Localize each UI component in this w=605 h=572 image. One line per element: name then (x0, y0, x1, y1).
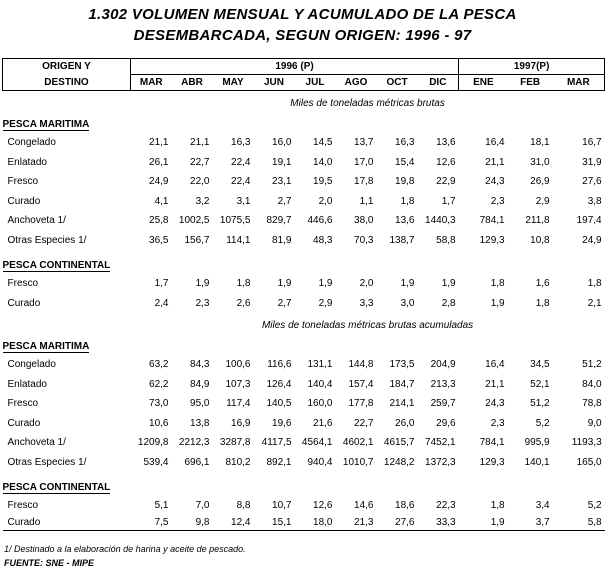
value-cell: 204,9 (430, 359, 456, 371)
value-cell: 129,3 (479, 456, 505, 468)
unit-note: Miles de toneladas métricas brutas acumuladas (261, 319, 474, 331)
value-cell: 197,4 (576, 215, 602, 227)
month-header: MAY (213, 75, 254, 91)
value-cell: 1,7 (441, 195, 456, 207)
value-cell: 51,2 (530, 398, 550, 410)
value-cell: 15,1 (254, 516, 295, 531)
value-cell: 52,1 (530, 378, 550, 390)
value-cell: 1,9 (195, 278, 210, 290)
row-label: Curado (7, 417, 41, 429)
value-cell: 214,1 (389, 398, 415, 410)
value-cell: 177,8 (348, 398, 374, 410)
value-cell: 784,1 (479, 437, 505, 449)
value-cell: 19,6 (272, 417, 292, 429)
value-cell: 18,0 (295, 516, 336, 531)
value-cell: 84,9 (190, 378, 210, 390)
table-row (3, 453, 605, 473)
value-cell: 84,3 (190, 359, 210, 371)
value-cell: 9,8 (172, 516, 213, 531)
table-row (3, 414, 605, 434)
table-row (3, 172, 605, 192)
row-label: Curado (7, 195, 41, 207)
table-row (3, 394, 605, 414)
row-label: Enlatado (7, 156, 47, 168)
value-cell: 25,8 (149, 215, 169, 227)
value-cell: 31,0 (530, 156, 550, 168)
value-cell: 16,0 (272, 137, 292, 149)
value-cell: 70,3 (354, 234, 374, 246)
value-cell: 4615,7 (383, 437, 415, 449)
value-cell: 21,1 (149, 137, 169, 149)
value-cell: 3,4 (535, 500, 550, 512)
value-cell: 211,8 (525, 215, 550, 227)
value-cell: 2,6 (236, 297, 251, 309)
value-cell: 36,5 (149, 234, 169, 246)
value-cell: 1,8 (400, 195, 415, 207)
value-cell: 116,6 (267, 359, 292, 371)
value-cell: 696,1 (184, 456, 210, 468)
month-header: MAR (131, 75, 172, 91)
value-cell: 1,8 (587, 278, 602, 290)
value-cell: 34,5 (530, 359, 550, 371)
value-cell: 22,9 (436, 176, 456, 188)
value-cell: 12,4 (213, 516, 254, 531)
month-header: JUL (295, 75, 336, 91)
value-cell: 173,5 (389, 359, 415, 371)
value-cell: 131,1 (307, 359, 333, 371)
section-title: PESCA MARITIMA (2, 340, 90, 352)
value-cell: 2,1 (587, 297, 602, 309)
value-cell: 1248,2 (383, 456, 415, 468)
value-cell: 51,2 (582, 359, 602, 371)
table-title-line2: DESEMBARCADA, SEGUN ORIGEN: 1996 - 97 (133, 27, 472, 44)
value-cell: 140,4 (307, 378, 333, 390)
value-cell: 12,6 (313, 500, 333, 512)
value-cell: 1,9 (490, 297, 505, 309)
value-cell: 140,1 (524, 456, 550, 468)
value-cell: 14,0 (313, 156, 333, 168)
value-cell: 259,7 (430, 398, 456, 410)
value-cell: 1,8 (490, 500, 505, 512)
value-cell: 19,8 (395, 176, 415, 188)
value-cell: 18,1 (530, 137, 550, 149)
value-cell: 156,7 (184, 234, 210, 246)
value-cell: 2,0 (359, 278, 374, 290)
value-cell: 829,7 (266, 215, 292, 227)
value-cell: 58,8 (436, 234, 456, 246)
value-cell: 31,9 (582, 156, 602, 168)
value-cell: 2,7 (277, 195, 292, 207)
source-note: FUENTE: SNE - MIPE (4, 558, 95, 568)
value-cell: 1,9 (459, 516, 508, 531)
value-cell: 1440,3 (425, 215, 456, 227)
value-cell: 16,3 (395, 137, 415, 149)
month-header: JUN (254, 75, 295, 91)
unit-note: Miles de toneladas métricas brutas (290, 97, 445, 109)
footnote: 1/ Destinado a la elaboración de harina y aceite de pescado. (4, 544, 246, 554)
section-header-row (3, 115, 605, 133)
year-1996-header: 1996 (P) (131, 59, 459, 75)
value-cell: 10,8 (530, 234, 550, 246)
value-cell: 26,1 (149, 156, 169, 168)
section-header-row (3, 256, 605, 274)
value-cell: 13,7 (354, 137, 374, 149)
value-cell: 1,8 (490, 278, 505, 290)
value-cell: 78,8 (582, 398, 602, 410)
value-cell: 1075,5 (219, 215, 251, 227)
value-cell: 1,9 (318, 278, 333, 290)
table-row (3, 133, 605, 153)
value-cell: 16,4 (485, 137, 505, 149)
value-cell: 1,9 (441, 278, 456, 290)
table-row (3, 355, 605, 375)
row-label: Enlatado (7, 378, 47, 390)
table-row (3, 192, 605, 212)
value-cell: 22,7 (354, 417, 374, 429)
value-cell: 24,9 (582, 234, 602, 246)
table-row (3, 433, 605, 453)
value-cell: 2212,3 (178, 437, 210, 449)
value-cell: 27,6 (582, 176, 602, 188)
value-cell: 26,9 (530, 176, 550, 188)
value-cell: 446,6 (307, 215, 333, 227)
value-cell: 3,7 (508, 516, 553, 531)
table-row (3, 231, 605, 251)
fishing-volume-table (2, 58, 605, 531)
value-cell: 21,3 (336, 516, 377, 531)
value-cell: 23,1 (272, 176, 292, 188)
value-cell: 2,3 (490, 195, 505, 207)
month-header: FEB (508, 75, 553, 91)
value-cell: 22,7 (190, 156, 210, 168)
origin-header: ORIGEN Y (3, 59, 131, 75)
row-label: Anchoveta 1/ (7, 437, 66, 449)
value-cell: 73,0 (149, 398, 169, 410)
value-cell: 213,3 (430, 378, 456, 390)
row-label: Curado (7, 297, 41, 309)
value-cell: 1010,7 (342, 456, 374, 468)
value-cell: 9,0 (587, 417, 602, 429)
value-cell: 24,3 (485, 176, 505, 188)
row-label: Fresco (7, 278, 39, 290)
value-cell: 1,6 (535, 278, 550, 290)
value-cell: 3,8 (587, 195, 602, 207)
section-title: PESCA CONTINENTAL (2, 481, 111, 493)
value-cell: 1,8 (236, 278, 251, 290)
value-cell: 63,2 (149, 359, 169, 371)
table-row (3, 516, 605, 531)
row-label: Fresco (7, 176, 39, 188)
value-cell: 19,5 (313, 176, 333, 188)
value-cell: 18,6 (395, 500, 415, 512)
value-cell: 160,0 (307, 398, 333, 410)
value-cell: 3,2 (195, 195, 210, 207)
value-cell: 117,4 (226, 398, 251, 410)
value-cell: 1002,5 (178, 215, 210, 227)
value-cell: 17,0 (354, 156, 374, 168)
value-cell: 13,8 (190, 417, 210, 429)
value-cell: 24,9 (149, 176, 169, 188)
value-cell: 3287,8 (219, 437, 251, 449)
value-cell: 995,9 (524, 437, 550, 449)
value-cell: 84,0 (582, 378, 602, 390)
value-cell: 138,7 (389, 234, 415, 246)
value-cell: 14,6 (354, 500, 374, 512)
value-cell: 7,0 (195, 500, 210, 512)
value-cell: 10,7 (272, 500, 292, 512)
month-header: AGO (336, 75, 377, 91)
value-cell: 114,1 (226, 234, 251, 246)
value-cell: 16,3 (231, 137, 251, 149)
row-label: Curado (3, 516, 131, 531)
section-header-row (3, 478, 605, 496)
value-cell: 21,6 (313, 417, 333, 429)
destination-header: DESTINO (3, 75, 131, 91)
value-cell: 22,4 (231, 156, 251, 168)
value-cell: 7452,1 (425, 437, 456, 449)
value-cell: 1372,3 (425, 456, 456, 468)
value-cell: 144,8 (348, 359, 374, 371)
value-cell: 5,8 (553, 516, 605, 531)
value-cell: 7,5 (131, 516, 172, 531)
value-cell: 3,1 (236, 195, 251, 207)
value-cell: 2,3 (195, 297, 210, 309)
value-cell: 26,0 (395, 417, 415, 429)
value-cell: 2,7 (277, 297, 292, 309)
value-cell: 126,4 (266, 378, 292, 390)
table-row (3, 153, 605, 173)
section-header-row (3, 337, 605, 355)
value-cell: 21,1 (485, 156, 505, 168)
value-cell: 1,9 (277, 278, 292, 290)
row-label: Otras Especies 1/ (7, 456, 87, 468)
value-cell: 95,0 (190, 398, 210, 410)
value-cell: 48,3 (313, 234, 333, 246)
table-row (3, 294, 605, 314)
value-cell: 38,0 (354, 215, 374, 227)
value-cell: 1,8 (535, 297, 550, 309)
value-cell: 17,8 (354, 176, 374, 188)
row-label: Fresco (7, 500, 39, 512)
value-cell: 13,6 (436, 137, 456, 149)
value-cell: 5,2 (587, 500, 602, 512)
value-cell: 539,4 (143, 456, 169, 468)
value-cell: 81,9 (272, 234, 292, 246)
row-label: Congelado (7, 137, 56, 149)
value-cell: 14,5 (313, 137, 333, 149)
row-label: Anchoveta 1/ (7, 215, 66, 227)
value-cell: 2,0 (318, 195, 333, 207)
table-row (3, 375, 605, 395)
value-cell: 21,1 (485, 378, 505, 390)
value-cell: 13,6 (395, 215, 415, 227)
year-1997-header: 1997(P) (459, 59, 605, 75)
value-cell: 157,4 (348, 378, 374, 390)
value-cell: 16,9 (231, 417, 251, 429)
value-cell: 2,3 (490, 417, 505, 429)
value-cell: 15,4 (395, 156, 415, 168)
value-cell: 4564,1 (301, 437, 333, 449)
row-label: Congelado (7, 359, 56, 371)
value-cell: 107,3 (225, 378, 251, 390)
value-cell: 140,5 (266, 398, 292, 410)
month-header: OCT (377, 75, 418, 91)
value-cell: 4117,5 (261, 437, 292, 449)
section-title: PESCA CONTINENTAL (2, 259, 111, 271)
value-cell: 184,7 (389, 378, 415, 390)
value-cell: 22,4 (231, 176, 251, 188)
value-cell: 3,0 (400, 297, 415, 309)
value-cell: 22,3 (436, 500, 456, 512)
value-cell: 27,6 (377, 516, 418, 531)
value-cell: 8,8 (236, 500, 251, 512)
table-row (3, 496, 605, 516)
value-cell: 4,1 (154, 195, 169, 207)
value-cell: 19,1 (272, 156, 292, 168)
table-row (3, 274, 605, 294)
header-row-months (3, 75, 605, 91)
value-cell: 940,4 (307, 456, 333, 468)
value-cell: 62,2 (149, 378, 169, 390)
value-cell: 12,6 (436, 156, 456, 168)
value-cell: 129,3 (479, 234, 505, 246)
value-cell: 892,1 (266, 456, 292, 468)
value-cell: 3,3 (359, 297, 374, 309)
value-cell: 10,6 (149, 417, 169, 429)
month-header: DIC (418, 75, 459, 91)
value-cell: 2,4 (154, 297, 169, 309)
value-cell: 4602,1 (342, 437, 374, 449)
header-row-years (3, 59, 605, 75)
value-cell: 165,0 (576, 456, 602, 468)
table-title-line1: 1.302 VOLUMEN MENSUAL Y ACUMULADO DE LA PESCA (88, 6, 517, 23)
row-label: Fresco (7, 398, 39, 410)
unit-note-row (3, 91, 605, 116)
value-cell: 21,1 (190, 137, 210, 149)
month-header: ABR (172, 75, 213, 91)
value-cell: 784,1 (479, 215, 505, 227)
value-cell: 1,7 (154, 278, 169, 290)
value-cell: 2,9 (535, 195, 550, 207)
value-cell: 16,7 (582, 137, 602, 149)
value-cell: 1,9 (400, 278, 415, 290)
value-cell: 2,9 (318, 297, 333, 309)
value-cell: 1209,8 (137, 437, 169, 449)
value-cell: 5,1 (154, 500, 169, 512)
row-label: Otras Especies 1/ (7, 234, 87, 246)
value-cell: 16,4 (485, 359, 505, 371)
value-cell: 1,1 (359, 195, 374, 207)
section-title: PESCA MARITIMA (2, 118, 90, 130)
value-cell: 5,2 (535, 417, 550, 429)
unit-note-row (3, 313, 605, 337)
month-header: ENE (459, 75, 508, 91)
value-cell: 100,6 (225, 359, 251, 371)
value-cell: 1193,3 (571, 437, 602, 449)
value-cell: 810,2 (225, 456, 251, 468)
value-cell: 2,8 (441, 297, 456, 309)
value-cell: 24,3 (485, 398, 505, 410)
month-header: MAR (553, 75, 605, 91)
value-cell: 22,0 (190, 176, 210, 188)
table-row (3, 211, 605, 231)
value-cell: 29,6 (436, 417, 456, 429)
value-cell: 33,3 (418, 516, 459, 531)
